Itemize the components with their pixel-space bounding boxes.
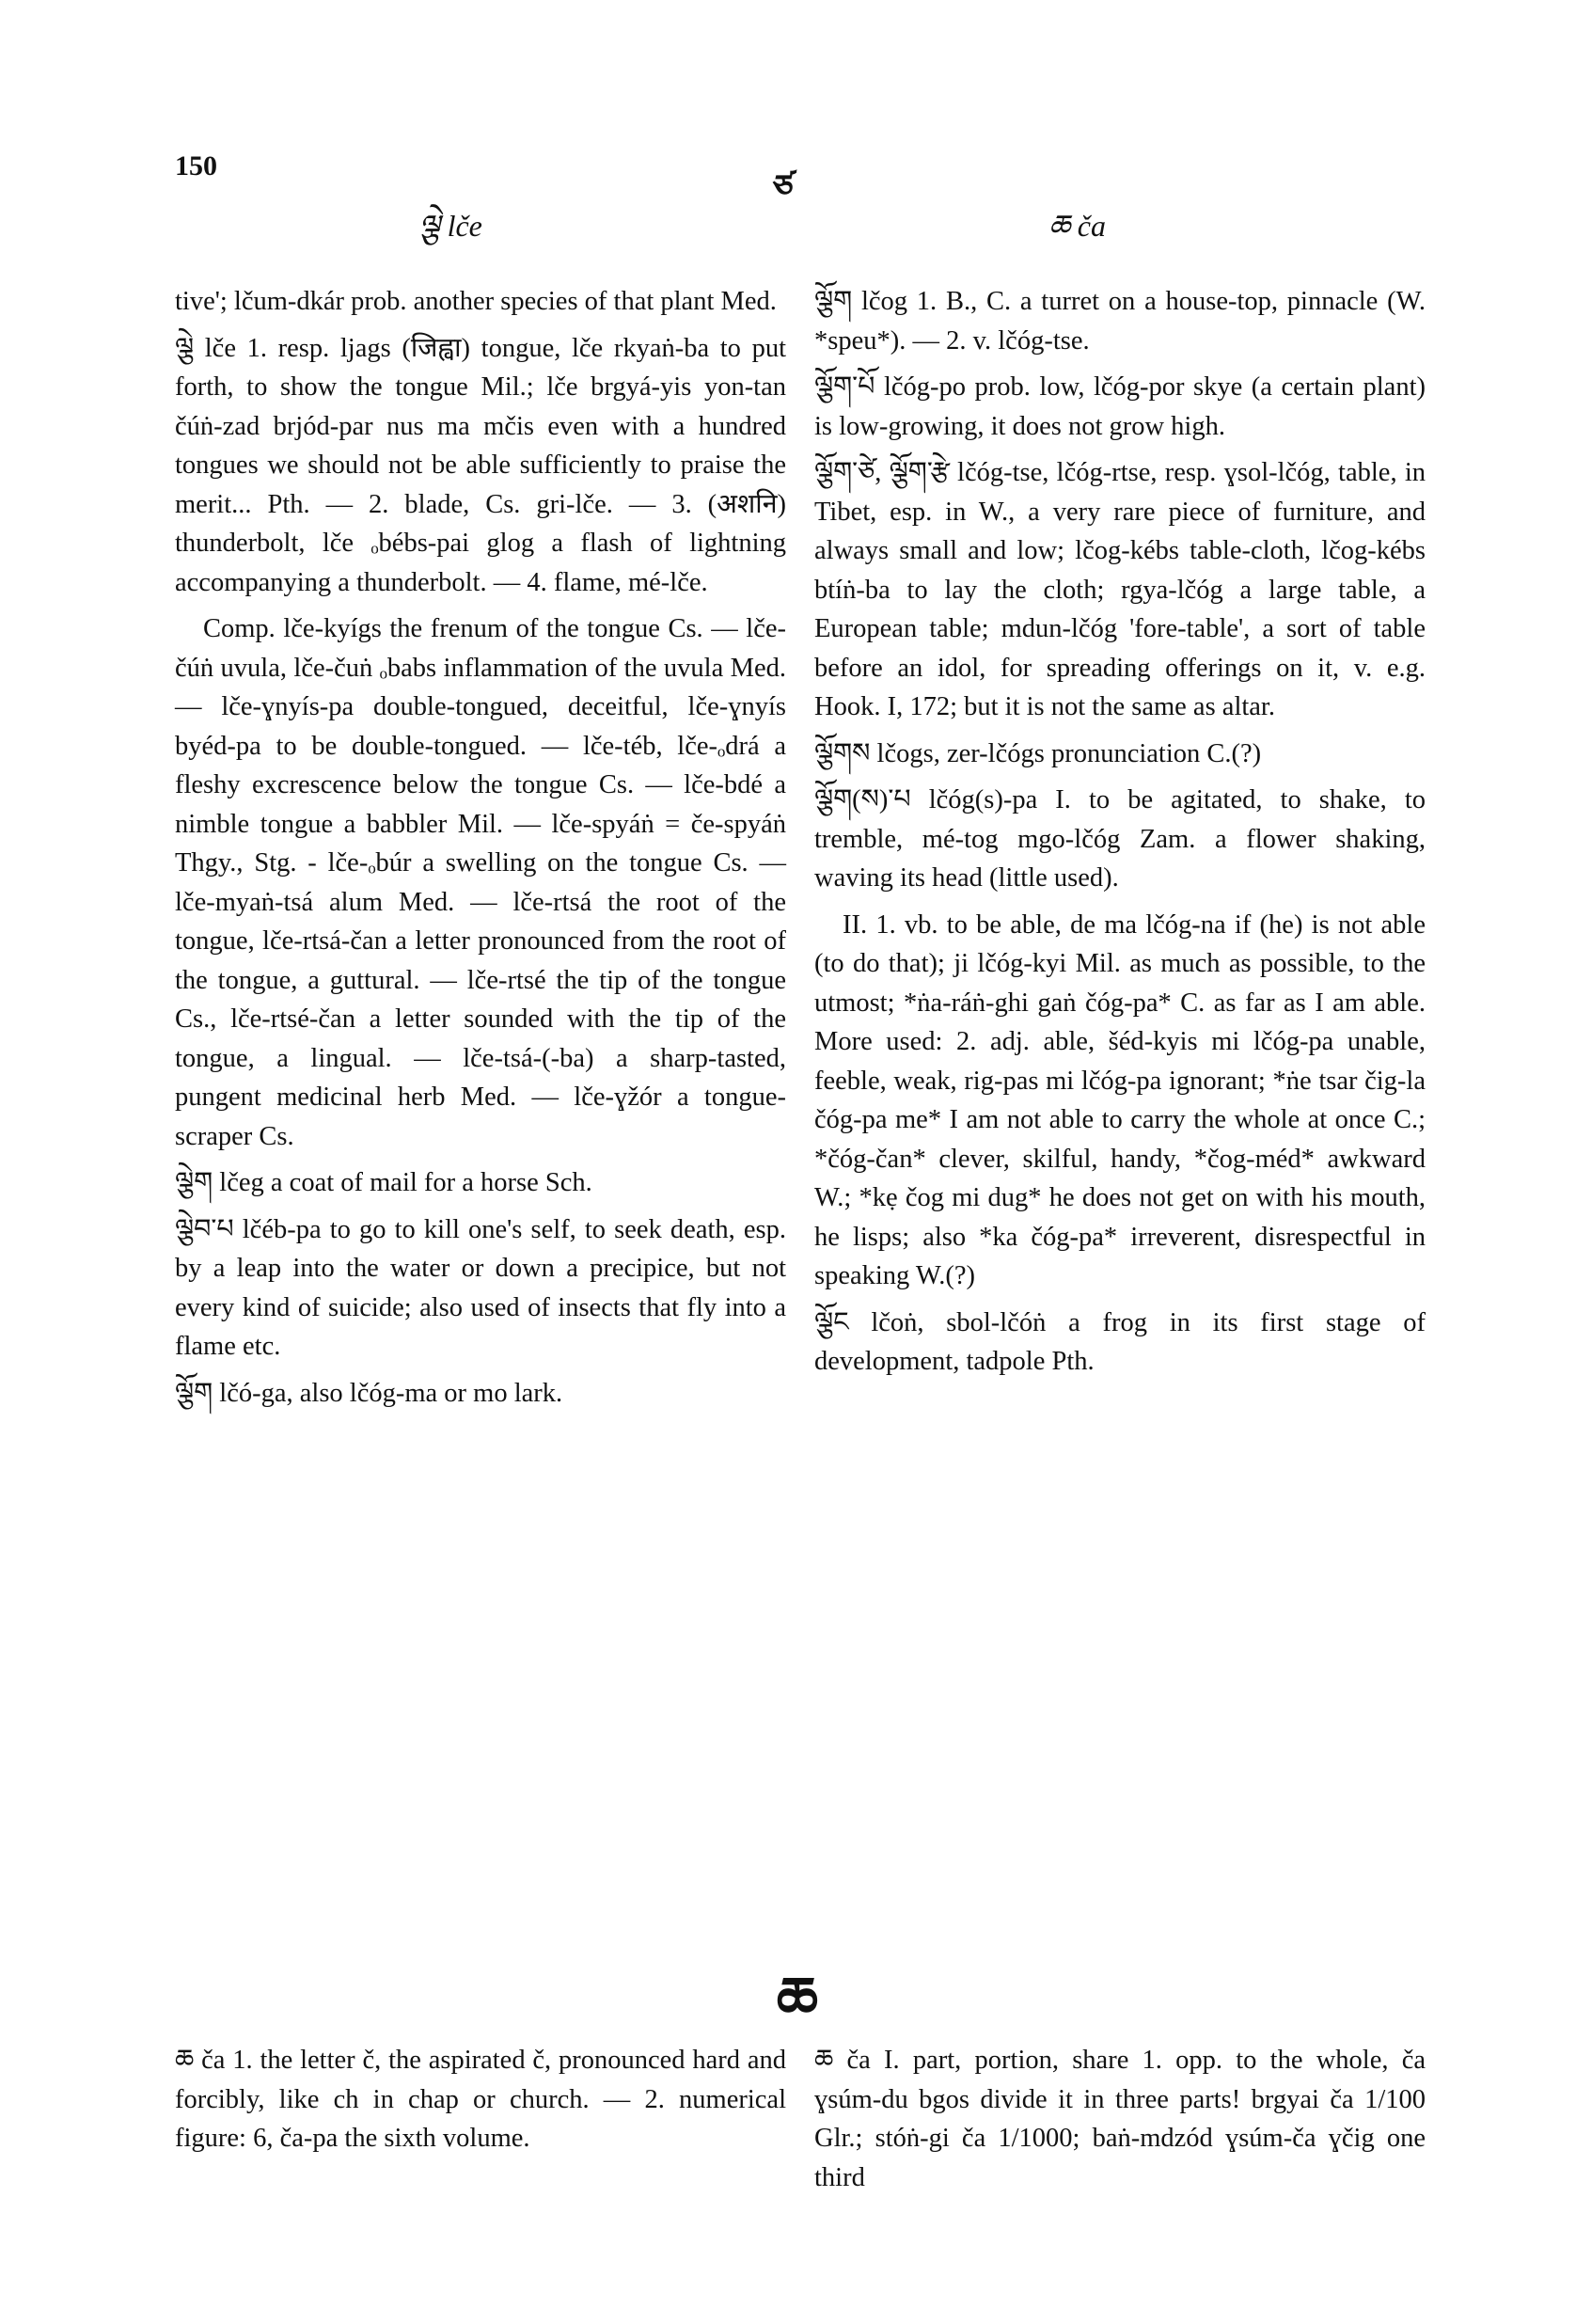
dictionary-entry: ལྕེ lče 1. resp. ljags (जिह्वा) tongue, lče rkyaṅ-ba to put forth, to show the tongue Mil.; lče brgyá-yis yon-tan čúṅ-zad brjód-par nus ma mčis even with a hundred tongues we should not be able sufficiently to praise the merit... Pth. — 2. blade, Cs. gri-lče. — 3. (अशनि) thunderbolt, lče ₒbébs-pai glog a flash of lightning accompanying a thunderbolt. — 4. flame, mé-lče. <box>175 333 786 597</box>
right-running-headword: ཆ ča <box>1048 209 1106 243</box>
dictionary-entry: ལྕོག་ཙེ, ལྕོག་རྩེ lčóg-tse, lčóg-rtse, resp. ɣsol-lčóg, table, in Tibet, esp. in W., a very rare piece of furniture, and always small and low; lčog-kébs table-cloth, lčog-kébs btíṅ-ba to lay the cloth; rgya-lčóg a large table, a European table; mdun-lčóg 'fore-table', a sort of table before an idol, for spreading offerings on it, v. e.g. Hook. I, 172; but it is not the same as altar. <box>814 458 1426 721</box>
left-column <box>175 282 786 1420</box>
bottom-left-column <box>175 2041 786 2166</box>
dictionary-entry: tive'; lčum-dkár prob. another species of that plant Med. <box>175 287 777 316</box>
dictionary-entry: II. 1. vb. to be able, de ma lčóg-na if (he) is not able (to do that); ji lčóg-kyi Mil. as much as possible, to the utmost; *ṅa-ráṅ-ghi gaṅ čóg-pa* C. as far as I am able. More used: 2. adj. able, šéd-kyis mi lčóg-pa unable, feeble, weak, rig-pas mi lčóg-pa ignorant; *ṅe tsar čig-la čóg-pa me* I am not able to carry the whole at once C.; *čóg-čan* clever, skilful, handy, *čog-méd* awkward W.; *kẹ čog mi dug* he does not get on with his mouth, he lisps; also *ka čóg-pa* irreverent, disrespectful in speaking W.(?) <box>814 909 1426 1290</box>
dictionary-entry: ཆ ča 1. the letter č, the aspirated č, pronounced hard and forcibly, like ch in chap or church. — 2. numerical figure: 6, ča-pa the sixth volume. <box>175 2046 786 2153</box>
dictionary-entry: ལྕོག(ས)་པ lčóg(s)-pa I. to be agitated, to shake, to tremble, mé-tog mgo-lčóg Zam. a flower shaking, waving its head (little used). <box>814 785 1426 893</box>
dictionary-entry: ཆ ča I. part, portion, share 1. opp. to the whole, ča ɣsúm-du bgos divide it in three parts! brgyai ča 1/100 Glr.; stóṅ-gi ča 1/1000; baṅ-mdzód ɣsúm-ča ɣčig one third <box>814 2046 1426 2192</box>
section-header-glyph: ཙ <box>773 170 794 205</box>
section-letter: ཆ <box>776 1964 819 2032</box>
dictionary-entry: ལྕེབ་པ lčéb-pa to go to kill one's self, to seek death, esp. by a leap into the water or down a precipice, but not every kind of suicide; also used of insects that fly into a flame etc. <box>175 1214 786 1361</box>
page-number: 150 <box>175 150 217 182</box>
right-column <box>814 282 1426 1389</box>
bottom-right-column <box>814 2041 1426 2205</box>
dictionary-entry: ལྕེག lčeg a coat of mail for a horse Sch. <box>175 1168 592 1197</box>
dictionary-entry: Comp. lče-kyígs the frenum of the tongue Cs. — lče-čúṅ uvula, lče-čuṅ ₒbabs inflammation of the uvula Med. — lče-ɣnyís-pa double-tongued, deceitful, lče-ɣnyís byéd-pa to be double-tongued. — lče-téb, lče-ₒdrá a fleshy excrescence below the tongue Cs. — lče-bdé a nimble tongue a babbler Mil. — lče-spyáṅ = če-spyáṅ Thgy., Stg. - lče-ₒbúr a swelling on the tongue Cs. — lče-myaṅ-tsá alum Med. — lče-rtsá the root of the tongue, lče-rtsá-čan a letter pronounced from the root of the tongue, a guttural. — lče-rtsé the tip of the tongue Cs., lče-rtsé-čan a letter sounded with the tip of the tongue, a lingual. — lče-tsá-(-ba) a sharp-tasted, pungent medicinal herb Med. — lče-ɣžór a tongue-scraper Cs. <box>175 614 786 1151</box>
dictionary-entry: ལྕོགས lčogs, zer-lčógs pronunciation C.(?) <box>814 738 1262 768</box>
dictionary-entry: ལྕོག lčog 1. B., C. a turret on a house-top, pinnacle (W. *speu*). — 2. v. lčóg-tse. <box>814 287 1426 356</box>
left-running-headword: ལྕེ lče <box>418 209 482 243</box>
dictionary-entry: ལྕོག lčó-ga, also lčóg-ma or mo lark. <box>175 1378 563 1408</box>
dictionary-entry: ལྕོག་པོ lčóg-po prob. low, lčóg-por skye (a certain plant) is low-growing, it does not grow high. <box>814 372 1426 441</box>
dictionary-entry: ལྕོང lčoṅ, sbol-lčóṅ a frog in its first stage of development, tadpole Pth. <box>814 1307 1426 1376</box>
